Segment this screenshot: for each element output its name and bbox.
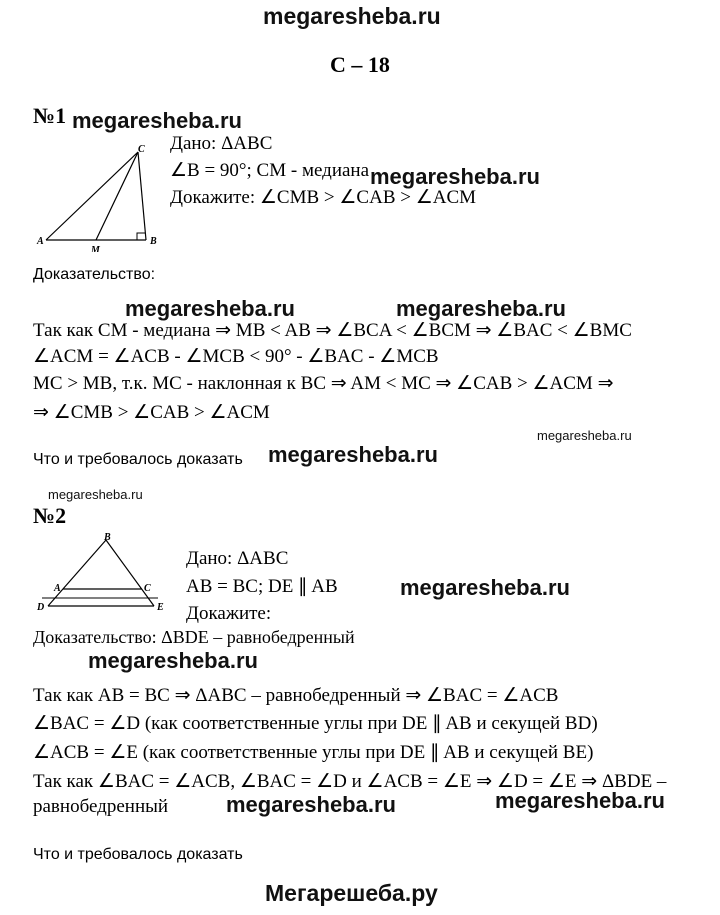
qed-1: Что и требовалось доказать [33, 451, 243, 468]
proof-1-line-2: ∠ACM = ∠ACB - ∠MCB < 90° - ∠BAC - ∠MCB [33, 346, 439, 367]
label-c: C [144, 583, 151, 594]
label-a: A [54, 583, 61, 594]
triangle-abc-diagram [34, 140, 164, 252]
watermark: megaresheba.ru [400, 575, 570, 600]
problem-2-number: №2 [33, 503, 67, 528]
condition-1: ∠B = 90°; CM - медиана [170, 160, 370, 181]
site-watermark-header: megaresheba.ru [263, 3, 441, 29]
watermark: megaresheba.ru [48, 487, 143, 502]
side-bd [48, 540, 106, 606]
site-watermark-footer: Мегарешеба.ру [265, 880, 438, 906]
proof-1-line-3: MC > MB, т.к. MC - наклонная к BC ⇒ AM < MC ⇒ ∠CAB > ∠ACM ⇒ [33, 373, 614, 394]
condition-2: AB = BC; DE ∥ AB [186, 576, 338, 597]
watermark: megaresheba.ru [226, 792, 396, 817]
proof-title-1: Доказательство: [33, 266, 156, 283]
proof-title-2: Доказательство: ΔBDE – равнобедренный [33, 627, 355, 647]
proof-2-line-2: ∠BAC = ∠D (как соответственные углы при DE ∥ AB и секущей BD) [33, 713, 598, 734]
label-a: A [37, 236, 44, 247]
watermark: megaresheba.ru [88, 648, 258, 673]
problem-1-number: №1 [33, 103, 67, 128]
watermark: megaresheba.ru [370, 164, 540, 189]
median-cm [96, 152, 138, 240]
watermark: megaresheba.ru [72, 108, 242, 133]
label-c: C [138, 144, 145, 155]
proof-2-line-1: Так как AB = BC ⇒ ΔABC – равнобедренный ⇒ ∠BAC = ∠ACB [33, 685, 559, 706]
proof-1-line-4: ⇒ ∠CMB > ∠CAB > ∠ACM [33, 402, 270, 423]
label-b: B [150, 236, 157, 247]
triangle-bde-diagram [32, 532, 172, 616]
given-2: Дано: ΔABC [186, 548, 289, 569]
watermark: megaresheba.ru [537, 428, 632, 443]
watermark: megaresheba.ru [125, 296, 295, 321]
qed-2: Что и требовалось доказать [33, 846, 243, 863]
section-title: С – 18 [330, 52, 390, 77]
given-1: Дано: ΔABC [170, 133, 273, 154]
right-angle-mark [137, 233, 145, 240]
side-be [106, 540, 154, 606]
proof-2-line-5: равнобедренный [33, 796, 169, 817]
proof-2-line-4: Так как ∠BAC = ∠ACB, ∠BAC = ∠D и ∠ACB = ∠E ⇒ ∠D = ∠E ⇒ ΔBDE – [33, 771, 667, 792]
side-bc [138, 152, 146, 240]
label-d: D [37, 602, 45, 613]
label-b: B [104, 532, 111, 543]
prove-2: Докажите: [186, 603, 272, 624]
watermark: megaresheba.ru [268, 442, 438, 467]
side-ac [46, 152, 138, 240]
proof-2-line-3: ∠ACB = ∠E (как соответственные углы при DE ∥ AB и секущей BE) [33, 742, 594, 763]
label-e: E [157, 602, 164, 613]
proof-1-line-1: Так как CM - медиана ⇒ MB < AB ⇒ ∠BCA < ∠BCM ⇒ ∠BAC < ∠BMC [33, 320, 632, 341]
watermark: megaresheba.ru [495, 788, 665, 813]
watermark: megaresheba.ru [396, 296, 566, 321]
label-m: M [91, 245, 100, 252]
prove-1: Докажите: ∠CMB > ∠CAB > ∠ACM [170, 187, 477, 208]
